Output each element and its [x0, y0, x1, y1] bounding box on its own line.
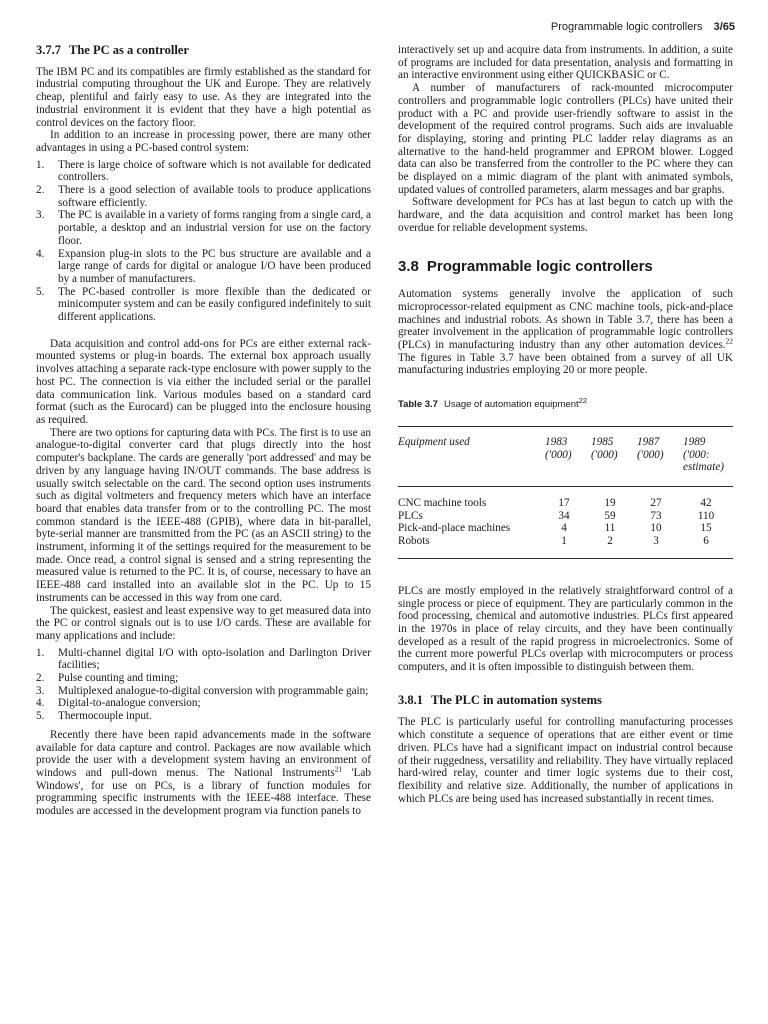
table-cell: PLCs	[398, 509, 423, 522]
table-cell: 34	[558, 509, 570, 522]
table-cell: 2	[587, 535, 633, 558]
table-cell: Robots	[398, 535, 541, 558]
column-header: 1985 ('000)	[587, 426, 633, 486]
table-row	[398, 486, 733, 509]
column-header: 1989 ('000: estimate)	[679, 426, 733, 486]
table-cell: 27	[650, 496, 662, 509]
section-heading-3-8	[398, 257, 733, 275]
column-header: Equipment used	[398, 426, 541, 486]
section-heading-3-8-1	[398, 694, 733, 707]
paragraph: A number of manufacturers of rack-mounted microcomputer controllers and programmable logic controllers (PLCs) have united their product with a PC and provide user-friendly software to assist in the development of the required control programs. Such aids are invaluable for displaying, storing and printing PLC ladder relay diagrams as an alternative to the hand-held programmer and EPROM blower. Logged data can also be transferred from the controller to the PC where they can be displayed on a mimic diagram of the plant with animated symbols, updated values of controlled parameters, alarm messages and bar graphs.	[398, 82, 733, 196]
paragraph: The PLC is particularly useful for controlling manufacturing processes which constitute a sequence of operations that are either event or time driven. PLCs have had a significant impact on industrial control because of their ruggedness, versatility and reliability. They have virtually replaced hard-wired relay, counter and timer logic systems due to their cost, flexibility and relative size. Additionally, the number of applications in which PLCs are being used has increased substantially in recent times.	[398, 716, 733, 805]
table-cell: 4	[561, 522, 567, 535]
section-number: 3.8.1	[398, 692, 423, 707]
usage-table	[398, 426, 733, 559]
running-head	[551, 21, 735, 33]
section-title: The PLC in automation systems	[431, 692, 602, 707]
running-title: Programmable logic controllers	[550, 21, 703, 33]
paragraph: Automation systems generally involve the application of such microprocessor-related equipment as CNC machine tools, pick-and-place machines and industrial robots. As shown in Table 3.7, there has been a greater involvement in the application of programmable logic controllers (PLCs) in manufacturing industry than any other automation devices.$^{22}$ The figures in Table 3.7 have been obtained from a survey of all UK manufacturing industries employing 20 or more people.	[398, 288, 733, 377]
table-caption	[398, 396, 733, 412]
table-cell: 17	[558, 496, 570, 509]
column-header: 1987 ('000)	[633, 426, 679, 486]
table-cell: CNC machine tools	[398, 496, 487, 509]
list-item: 2. Pulse counting and timing;	[36, 672, 179, 685]
section-heading-3-7-7	[36, 44, 371, 57]
table-row	[398, 510, 733, 523]
paragraph: Recently there have been rapid advancements made in the software available for data capture and control. Packages are now available which provide the user with a development system having an environment of windows and pull-down menus. The National Instruments$^{21}$ 'Lab Windows', for use on PCs, is a library of function modules for programming specific instruments with the IEEE-488 interface. These modules are accessed in the development program via function panels to	[36, 728, 371, 818]
paragraph: The quickest, easiest and least expensive way to get measured data into the PC or control signals out is to use I/O cards. These are available for many applications and include:	[36, 604, 371, 642]
table-cell: 3	[633, 535, 679, 558]
table-cell: 1	[541, 535, 587, 558]
list-item: 5. The PC-based controller is more flexible than the dedicated or minicomputer system and can be easily configured indefinitely to suit different applications.	[36, 285, 371, 324]
paragraph: PLCs are mostly employed in the relatively straightforward control of a single process or piece of equipment. They are particularly common in the food processing, chemical and automotive industries. PLCs first appeared in the 1970s in place of relay circuits, and they have been continually developed as a result of the rapid progress in microelectronics. Some of the current more powerful PLCs overlap with microcomputers or process computers, and it is often impossible to distinguish between them.	[398, 584, 733, 674]
left-column	[36, 44, 371, 818]
list-item: 1. There is large choice of software which is not available for dedicated controllers.	[36, 158, 371, 184]
table-cell: 15	[700, 522, 712, 535]
list-item: 1. Multi-channel digital I/O with opto-isolation and Darlington Driver facilities;	[36, 646, 371, 672]
list-item: 3. The PC is available in a variety of forms ranging from a single card, a portable, a desktop and an industrial version for use on the factory floor.	[36, 209, 371, 247]
paragraph: interactively set up and acquire data from instruments. In addition, a suite of programs are included for data presentation, analysis and formatting in an interactive environment using either QUICKBASIC or C.	[398, 44, 733, 82]
section-number: 3.7.7	[36, 43, 61, 57]
table-header-row	[398, 426, 733, 486]
page-number: 3/65	[713, 21, 735, 33]
column-header: 1983 ('000)	[541, 426, 587, 486]
list-item: 3. Multiplexed analogue-to-digital conversion with programmable gain;	[36, 684, 369, 697]
table-caption-text: Usage of automation equipment	[443, 399, 579, 411]
table-cell: 73	[650, 509, 662, 522]
table-cell: 6	[679, 535, 733, 558]
table-cell: 42	[700, 496, 712, 509]
table-label: Table 3.7	[398, 399, 438, 411]
paragraph: In addition to an increase in processing power, there are many other advantages in using a PC-based control system:	[36, 129, 371, 154]
table-cell: 10	[650, 522, 662, 535]
paragraph: There are two options for capturing data with PCs. The first is to use an analogue-to-digital converter card that plugs directly into the host computer's backplane. The cards are generally 'port addressed' and may be driven by any language having IN/OUT commands. The base address is usually switch selectable on the card. The second option uses instruments such as digital voltmeters and frequency meters which have an interface board that enables data transfer from or to the controlling PC. The most common standard is the IEEE-488 (GPIB), where data in bit-parallel, byte-serial manner are transmitted from the PC (as an ASCII string) to the instrument, informing it of the settings required for the measurement to be made. Once read, a control signal is sensed and a string representing the measured value is returned to the PC. It is, of course, necessary to have an IEEE-488 card installed into an available slot in the PC. Up to 15 instruments can be accessed in this way from one card.	[36, 426, 371, 604]
footnote-ref: 22	[578, 396, 587, 406]
footnote-ref: 22	[725, 336, 733, 346]
section-title: Programmable logic controllers	[426, 257, 653, 275]
list-item: 4. Expansion plug-in slots to the PC bus structure are available and a large range of cards for digital or analogue I/O have been produced by a number of manufacturers.	[36, 247, 371, 285]
paragraph: The IBM PC and its compatibles are firmly established as the standard for industrial computing throughout the UK and Europe. They are relatively cheap, plentiful and fairly easy to use. As they are integrated into the industrial environment it is evident that they have a high potential as control devices on the factory floor.	[36, 65, 371, 129]
io-cards-list	[36, 647, 371, 723]
footnote-ref: 21	[334, 764, 343, 774]
section-title: The PC as a controller	[69, 43, 189, 57]
table-cell: 110	[697, 509, 715, 522]
list-item: 5. Thermocouple input.	[36, 710, 152, 723]
table-cell: 11	[604, 522, 616, 535]
list-item: 2. There is a good selection of available tools to produce applications software efficiently.	[36, 184, 371, 209]
section-number: 3.8	[398, 257, 419, 275]
right-column	[398, 44, 733, 805]
table-row	[398, 535, 733, 558]
table-cell: Pick-and-place machines	[398, 522, 511, 535]
advantages-list	[36, 159, 371, 324]
table-row	[398, 522, 733, 535]
paragraph: Software development for PCs has at last begun to catch up with the hardware, and the data acquisition and control market has been long overdue for reliable development systems.	[398, 196, 733, 234]
table-cell: 19	[604, 496, 616, 509]
list-item: 4. Digital-to-analogue conversion;	[36, 697, 201, 710]
table-cell: 59	[604, 509, 616, 522]
paragraph: Data acquisition and control add-ons for PCs are either external rack-mounted systems or plug-in boards. The external box approach usually involves attaching a separate rack-type enclosure with power supply to the host PC. The connection is via either the included serial or the parallel data communication link. Various modules based on a standard card format (such as the Eurocard) can be plugged into the enclosure housing as required.	[36, 337, 371, 426]
